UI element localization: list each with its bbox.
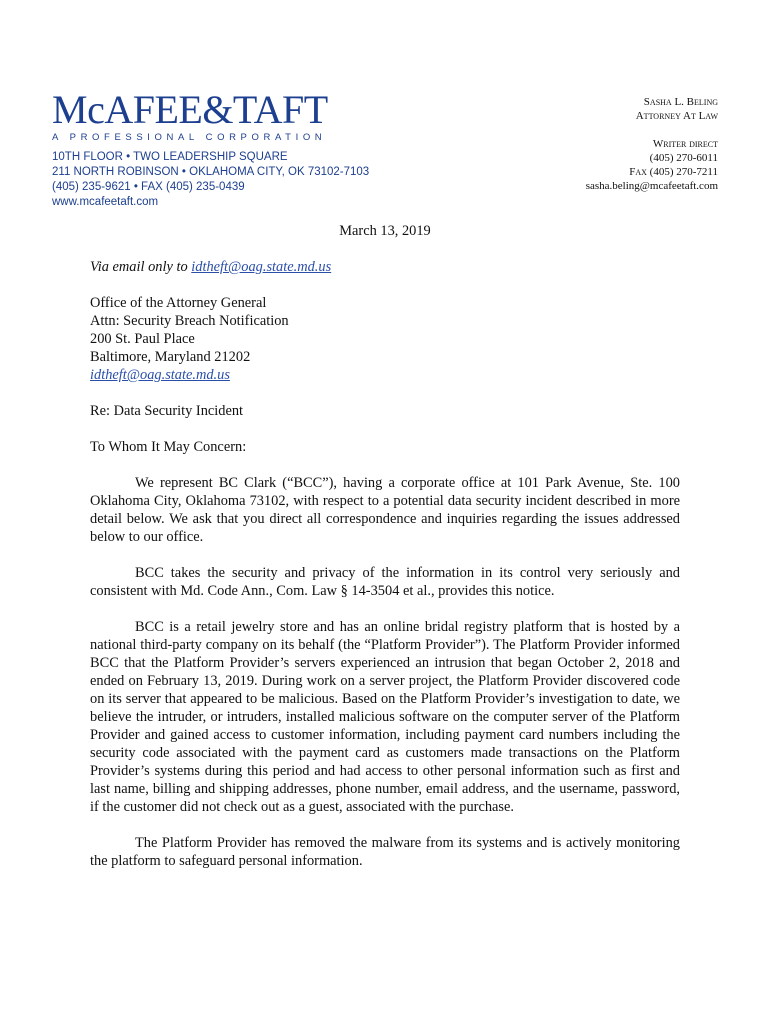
firm-subtitle: A PROFESSIONAL CORPORATION (52, 132, 327, 143)
firm-address-line: 211 NORTH ROBINSON • OKLAHOMA CITY, OK 73102-7103 (52, 166, 370, 178)
firm-address (52, 150, 369, 210)
paragraph: BCC takes the security and privacy of the information in its control very seriously and consistent with Md. Code Ann., Com. Law § 14-3504 et al., provides this notice. (90, 565, 680, 599)
delivery-method (90, 258, 680, 276)
via-prefix: Via email only to (90, 259, 192, 275)
paragraph: We represent BC Clark (“BCC”), having a corporate office at 101 Park Avenue, Ste. 100 Oklahoma City, Oklahoma 73102, with respect to a potential data security incident described in more detail below. We ask that you direct all correspondence and inquiries regarding the issues addressed below to our office. (90, 475, 680, 545)
recipient-line: Baltimore, Maryland 21202 (90, 349, 251, 365)
recipient-line: Attn: Security Breach Notification (90, 313, 289, 329)
firm-phone-line: (405) 235-9621 • FAX (405) 235-0439 (52, 181, 245, 193)
letter-date: March 13, 2019 (339, 223, 431, 239)
recipient-email-link[interactable]: idtheft@oag.state.md.us (90, 367, 230, 383)
writer-title: Attorney At Law (635, 110, 718, 122)
writer-name: Sasha L. Beling (643, 96, 718, 108)
subject-line: Re: Data Security Incident (90, 403, 244, 419)
writer-email[interactable]: sasha.beling@mcafeetaft.com (585, 180, 718, 192)
firm-name: McAFEE&TAFT (52, 87, 328, 132)
recipient-line: Office of the Attorney General (90, 295, 267, 311)
firm-address-line: 10TH FLOOR • TWO LEADERSHIP SQUARE (52, 151, 288, 163)
firm-logo (52, 87, 328, 143)
writer-fax: Fax (405) 270-7211 (629, 166, 718, 178)
via-email-link[interactable]: idtheft@oag.state.md.us (191, 259, 332, 275)
writer-direct-phone: (405) 270-6011 (649, 152, 718, 164)
firm-website-link[interactable]: www.mcafeetaft.com (52, 196, 159, 208)
salutation: To Whom It May Concern: (90, 439, 247, 455)
recipient-address (90, 294, 680, 384)
paragraph: The Platform Provider has removed the malware from its systems and is actively monitoring the platform to safeguard personal information. (90, 835, 680, 869)
paragraph: BCC is a retail jewelry store and has an online bridal registry platform that is hosted by a national third-party company on its behalf (the “Platform Provider”). The Platform Provider informed BCC that the Platform Provider’s servers experienced an intrusion that began October 2, 2018 and ended on February 13, 2019. During work on a server project, the Platform Provider discovered code on its server that appeared to be malicious. Based on the Platform Provider’s investigation to date, we believe the intruder, or intruders, installed malicious software on the computer server of the Platform Provider and gained access to customer information, including payment card numbers including the security code associated with the payment card as customers made transactions on the Platform Provider’s systems during this period and had access to other personal information such as first and last name, billing and shipping addresses, phone number, email address, and the username, password, if the customer did not check out as a guest, associated with the purchase. (90, 619, 680, 815)
writer-direct-label: Writer direct (652, 138, 718, 150)
recipient-line: 200 St. Paul Place (90, 331, 195, 347)
writer-block (586, 95, 718, 193)
letter-body (90, 222, 680, 888)
